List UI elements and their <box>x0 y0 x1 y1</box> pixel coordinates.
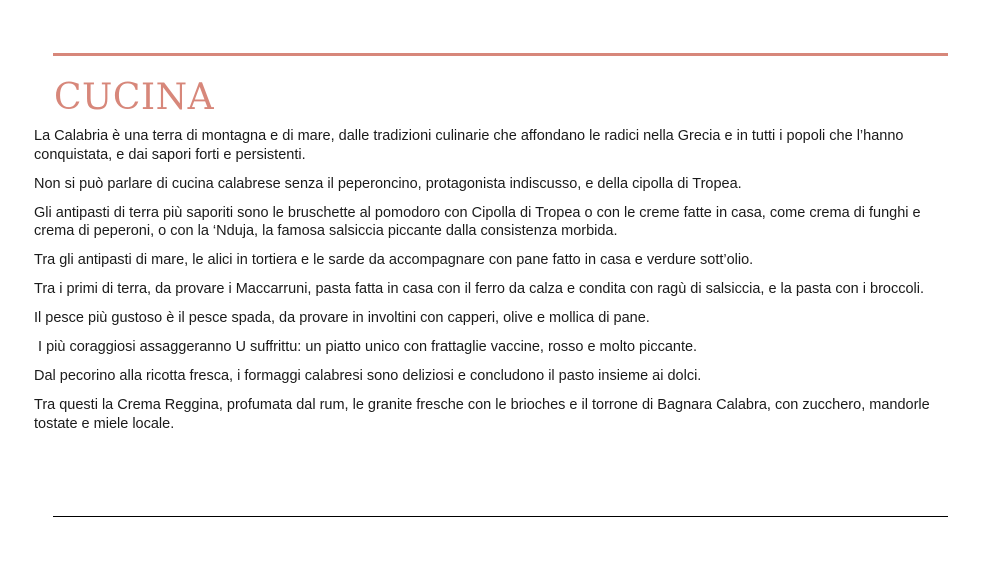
paragraph-intro: La Calabria è una terra di montagna e di mare, dalle tradizioni culinarie che affondano le radici nella Grecia e in tutti i popoli che l’hanno conquistata, e dai sapori forti e persistenti. <box>34 128 904 163</box>
bottom-divider <box>53 516 948 517</box>
top-divider <box>53 53 948 56</box>
paragraph-antipasti-mare: Tra gli antipasti di mare, le alici in tortiera e le sarde da accompagnare con pane fatto in casa e verdure sott’olio. <box>34 252 754 268</box>
body-text <box>34 127 954 444</box>
paragraph-peperoncino: Non si può parlare di cucina calabrese senza il peperoncino, protagonista indiscusso, e della cipolla di Tropea. <box>34 175 742 192</box>
paragraph-antipasti-terra: Gli antipasti di terra più saporiti sono le bruschette al pomodoro con Cipolla di Tropea o con le creme fatte in casa, come crema di funghi e crema di peperoni, o con la ‘Nduja, la famosa salsiccia piccante dalla consistenza morbida. <box>34 204 921 239</box>
paragraph-formaggi: Dal pecorino alla ricotta fresca, i formaggi calabresi sono deliziosi e concludono il pasto insieme ai dolci. <box>34 368 702 384</box>
paragraph-primi: Tra i primi di terra, da provare i Maccarruni, pasta fatta in casa con il ferro da calza e condita con ragù di salsiccia, e la pasta con i broccoli. <box>34 281 925 297</box>
slide-title: CUCINA <box>54 77 215 118</box>
paragraph-dolci: Tra questi la Crema Reggina, profumata dal rum, le granite fresche con le brioches e il torrone di Bagnara Calabra, con zucchero, mandorle tostate e miele locale. <box>34 397 930 432</box>
paragraph-pesce: Il pesce più gustoso è il pesce spada, da provare in involtini con capperi, olive e mollica di pane. <box>34 310 650 326</box>
paragraph-suffrittu: I più coraggiosi assaggeranno U suffrittu: un piatto unico con frattaglie vaccine, rosso e molto piccante. <box>34 339 698 355</box>
